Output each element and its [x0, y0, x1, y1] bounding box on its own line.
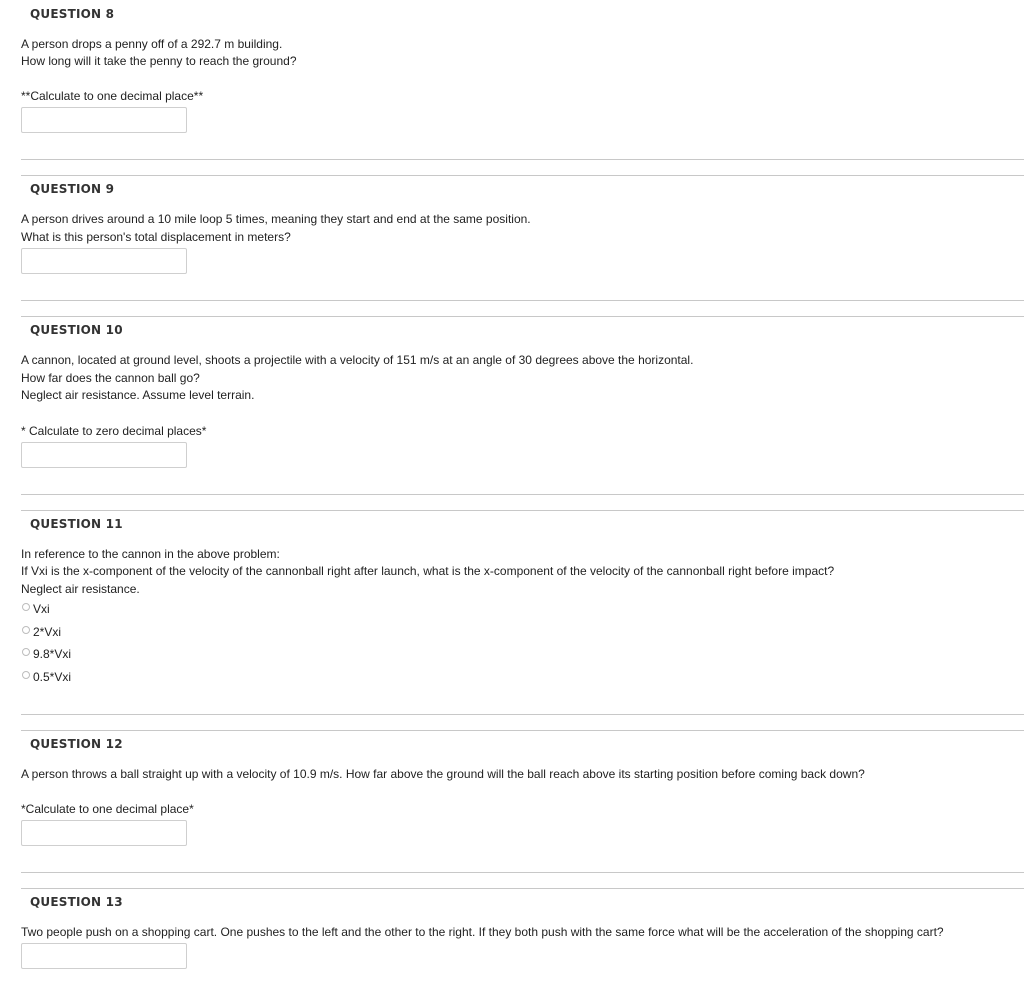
question-text-line: Neglect air resistance. Assume level terrain. — [21, 388, 255, 402]
question-title: QUESTION 8 — [30, 7, 115, 21]
question-text-line: A cannon, located at ground level, shoots a projectile with a velocity of 151 m/s at an angle of 30 degrees above the horizontal. — [21, 353, 694, 367]
question-text-line: What is this person's total displacement in meters? — [21, 230, 291, 244]
choice-2-vxi[interactable] — [22, 624, 61, 640]
choice-0-5-vxi[interactable] — [22, 669, 71, 685]
question-text-line: A person throws a ball straight up with a velocity of 10.9 m/s. How far above the ground will the ball reach above its starting position before coming back down? — [21, 767, 865, 781]
question-text-line: A person drives around a 10 mile loop 5 times, meaning they start and end at the same position. — [21, 212, 531, 226]
question-text-line: A person drops a penny off of a 292.7 m building. — [21, 37, 283, 51]
answer-input[interactable] — [21, 943, 187, 969]
divider — [21, 714, 1024, 715]
choice-9-8-vxi[interactable] — [22, 646, 71, 662]
divider — [21, 494, 1024, 495]
question-title: QUESTION 13 — [30, 895, 123, 909]
question-text-line: In reference to the cannon in the above problem: — [21, 547, 280, 561]
question-note: **Calculate to one decimal place** — [21, 89, 204, 103]
question-text-line: Two people push on a shopping cart. One pushes to the left and the other to the right. If they both push with the same force what will be the acceleration of the shopping cart? — [21, 925, 944, 939]
divider — [21, 159, 1024, 160]
choice-label: 0.5*Vxi — [33, 670, 72, 684]
question-title: QUESTION 10 — [30, 323, 123, 337]
question-note: * Calculate to zero decimal places* — [21, 424, 207, 438]
divider — [21, 888, 1024, 889]
question-text-line: How long will it take the penny to reach the ground? — [21, 54, 297, 68]
question-text-line: How far does the cannon ball go? — [21, 371, 200, 385]
divider — [21, 316, 1024, 317]
question-text-line: Neglect air resistance. — [21, 582, 140, 596]
divider — [21, 730, 1024, 731]
choice-vxi[interactable] — [22, 601, 50, 617]
radio-button[interactable] — [22, 671, 30, 679]
question-note: *Calculate to one decimal place* — [21, 802, 194, 816]
answer-input[interactable] — [21, 248, 187, 274]
divider — [21, 175, 1024, 176]
choice-label: 2*Vxi — [33, 625, 62, 639]
divider — [21, 300, 1024, 301]
answer-input[interactable] — [21, 107, 187, 133]
radio-button[interactable] — [22, 648, 30, 656]
answer-input[interactable] — [21, 820, 187, 846]
answer-input[interactable] — [21, 442, 187, 468]
radio-button[interactable] — [22, 603, 30, 611]
question-title: QUESTION 9 — [30, 182, 115, 196]
question-title: QUESTION 11 — [30, 517, 123, 531]
question-title: QUESTION 12 — [30, 737, 123, 751]
choice-label: Vxi — [33, 602, 50, 616]
radio-button[interactable] — [22, 626, 30, 634]
question-text-line: If Vxi is the x-component of the velocity of the cannonball right after launch, what is the x-component of the velocity of the cannonball right before impact? — [21, 564, 835, 578]
choice-label: 9.8*Vxi — [33, 647, 72, 661]
divider — [21, 510, 1024, 511]
divider — [21, 872, 1024, 873]
